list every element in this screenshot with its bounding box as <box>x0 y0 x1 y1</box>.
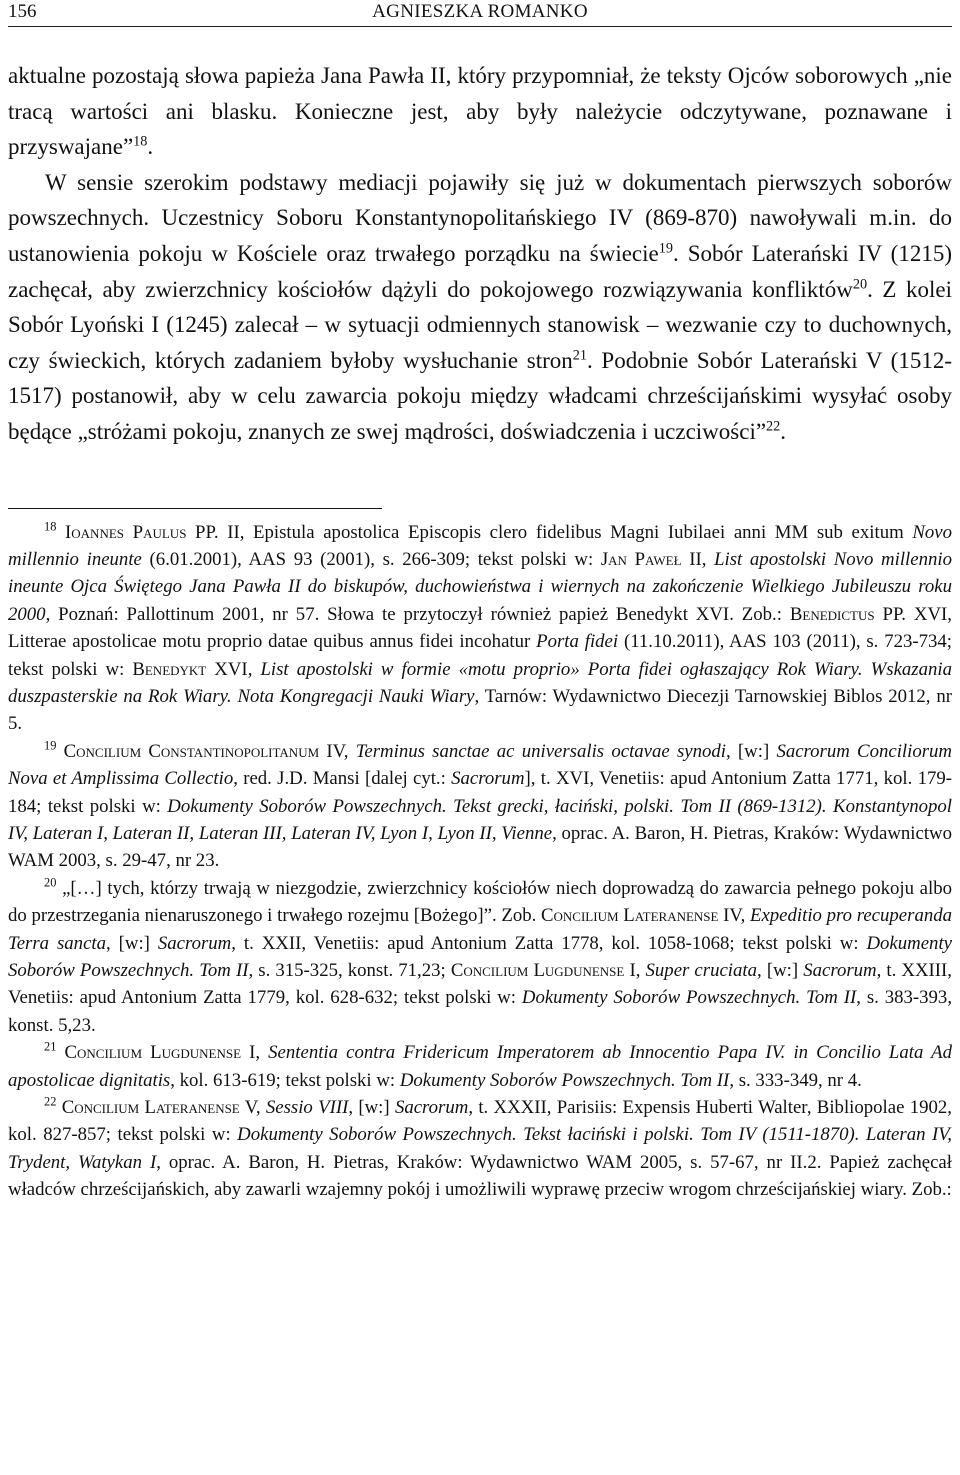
page-number: 156 <box>8 1 37 22</box>
main-text <box>8 58 952 450</box>
footnote-20: $^{20}$ „[…] tych, którzy trwają w niezgodzie, zwierzchnicy kościołów niech doprowadzą do zawarcia pełnego pokoju albo do przestrzegania nienaruszonego i trwałego rozejmu [Bożego]”. Zob. Concilium Lateranense IV, Expeditio pro recuperanda Terra sancta, [w:] Sacrorum, t. XXII, Venetiis: apud Antonium Zatta 1778, kol. 1058-1068; tekst polski w: Dokumenty Soborów Powszechnych. Tom II, s. 315-325, konst. 71,23; Concilium Lugdunense I, Super cruciata, [w:] Sacrorum, t. XXIII, Venetiis: apud Antonium Zatta 1779, kol. 628-632; tekst polski w: Dokumenty Soborów Powszechnych. Tom II, s. 383-393, konst. 5,23. <box>8 875 953 1036</box>
footnote-separator <box>8 508 382 509</box>
footnote-19: $^{19}$ Concilium Constantinopolitanum IV, Terminus sanctae ac universalis octavae synodi, [w:] Sacrorum Conciliorum Nova et Amplissima Collectio, red. J.D. Mansi [dalej cyt.: Sacrorum], t. XVI, Venetiis: apud Antonium Zatta 1771, kol. 179-184; tekst polski w: Dokumenty Soborów Powszechnych. Tekst grecki, łaciński, polski. Tom II (869-1312). Konstantynopol IV, Lateran I, Lateran II, Lateran III, Lateran IV, Lyon I, Lyon II, Vienne, oprac. A. Baron, H. Pietras, Kraków: Wydawnictwo WAM 2003, s. 29-47, nr 23. <box>8 738 952 872</box>
footnote-ref-18[interactable]: 18 <box>133 133 148 150</box>
footnote-ref-19[interactable]: 19 <box>658 240 673 257</box>
paragraph-1: aktualne pozostają słowa papieża Jana Pawła II, który przypomniał, że teksty Ojców soborowych „nie tracą wartości ani blasku. Konieczne jest, aby były należycie odczytywane, poznawane i przyswajane”$^{18}$. <box>8 63 952 160</box>
footnote-22: $^{22}$ Concilium Lateranense V, Sessio VIII, [w:] Sacrorum, t. XXXII, Parisiis: Expensis Huberti Walter, Bibliopolae 1902, kol. 827-857; tekst polski w: Dokumenty Soborów Powszechnych. Tekst łaciński i polski. Tom IV (1511-1870). Lateran IV, Trydent, Watykan I, oprac. A. Baron, H. Pietras, Kraków: Wydawnictwo WAM 2005, s. 57-67, nr II.2. Papież zachęcał władców chrześcijańskich, aby zawarli wzajemny pokój i umożliwili wyprawę przeciw wrogom chrześcijańskiej wiary. Zob.: <box>8 1094 952 1201</box>
paragraph-2: W sensie szerokim podstawy mediacji pojawiły się już w dokumentach pierwszych soborów powszechnych. Uczestnicy Soboru Konstantynopolitańskiego IV (869-870) nawoływali m.in. do ustanowienia pokoju w Kościele oraz trwałego porządku na świecie$^{19}$. Sobór Laterański IV (1215) zachęcał, aby zwierzchnicy kościołów dążyli do pokojowego rozwiązywania konfliktów$^{20}$. Z kolei Sobór Lyoński I (1245) zalecał – w sytuacji odmiennych stanowisk – wezwanie czy to duchownych, czy świeckich, których zadaniem byłoby wysłuchanie stron$^{21}$. Podobnie Sobór Laterański V (1512-1517) postanowił, aby w celu zawarcia pokoju między władcami chrześcijańskimi wysyłać osoby będące „stróżami pokoju, znanych ze swej mądrości, doświadczenia i uczciwości”$^{22}$. <box>8 169 952 444</box>
footnote-18: $^{18}$ Ioannes Paulus PP. II, Epistula apostolica Episcopis clero fidelibus Magni Iubilaei anni MM sub exitum Novo millennio ineunte (6.01.2001), AAS 93 (2001), s. 266-309; tekst polski w: Jan Paweł II, List apostolski Novo millennio ineunte Ojca Świętego Jana Pawła II do biskupów, duchowieństwa i wiernych na zakończenie Wielkiego Jubileuszu roku 2000, Poznań: Pallottinum 2001, nr 57. Słowa te przytoczył również papież Benedykt XVI. Zob.: Benedictus PP. XVI, Litterae apostolicae motu proprio datae quibus annus fidei incohatur Porta fidei (11.10.2011), AAS 103 (2011), s. 723-734; tekst polski w: Benedykt XVI, List apostolski w formie «motu proprio» Porta fidei ogłaszający Rok Wiary. Wskazania duszpasterskie na Rok Wiary. Nota Kongregacji Nauki Wiary, Tarnów: Wydawnictwo Diecezji Tarnowskiej Biblos 2012, nr 5. <box>8 519 953 735</box>
page-header <box>8 0 952 27</box>
footnote-21: $^{21}$ Concilium Lugdunense I, Sententia contra Fridericum Imperatorem ab Innocentio Papa IV. in Concilio Lata Ad apostolicae dignitatis, kol. 613-619; tekst polski w: Dokumenty Soborów Powszechnych. Tom II, s. 333-349, nr 4. <box>8 1039 952 1091</box>
running-head: AGNIESZKA ROMANKO <box>372 1 588 22</box>
footnote-ref-22[interactable]: 22 <box>766 418 781 435</box>
footnotes <box>8 519 952 1204</box>
page <box>8 0 952 1204</box>
footnote-ref-21[interactable]: 21 <box>572 347 587 364</box>
footnote-ref-20[interactable]: 20 <box>852 276 868 293</box>
